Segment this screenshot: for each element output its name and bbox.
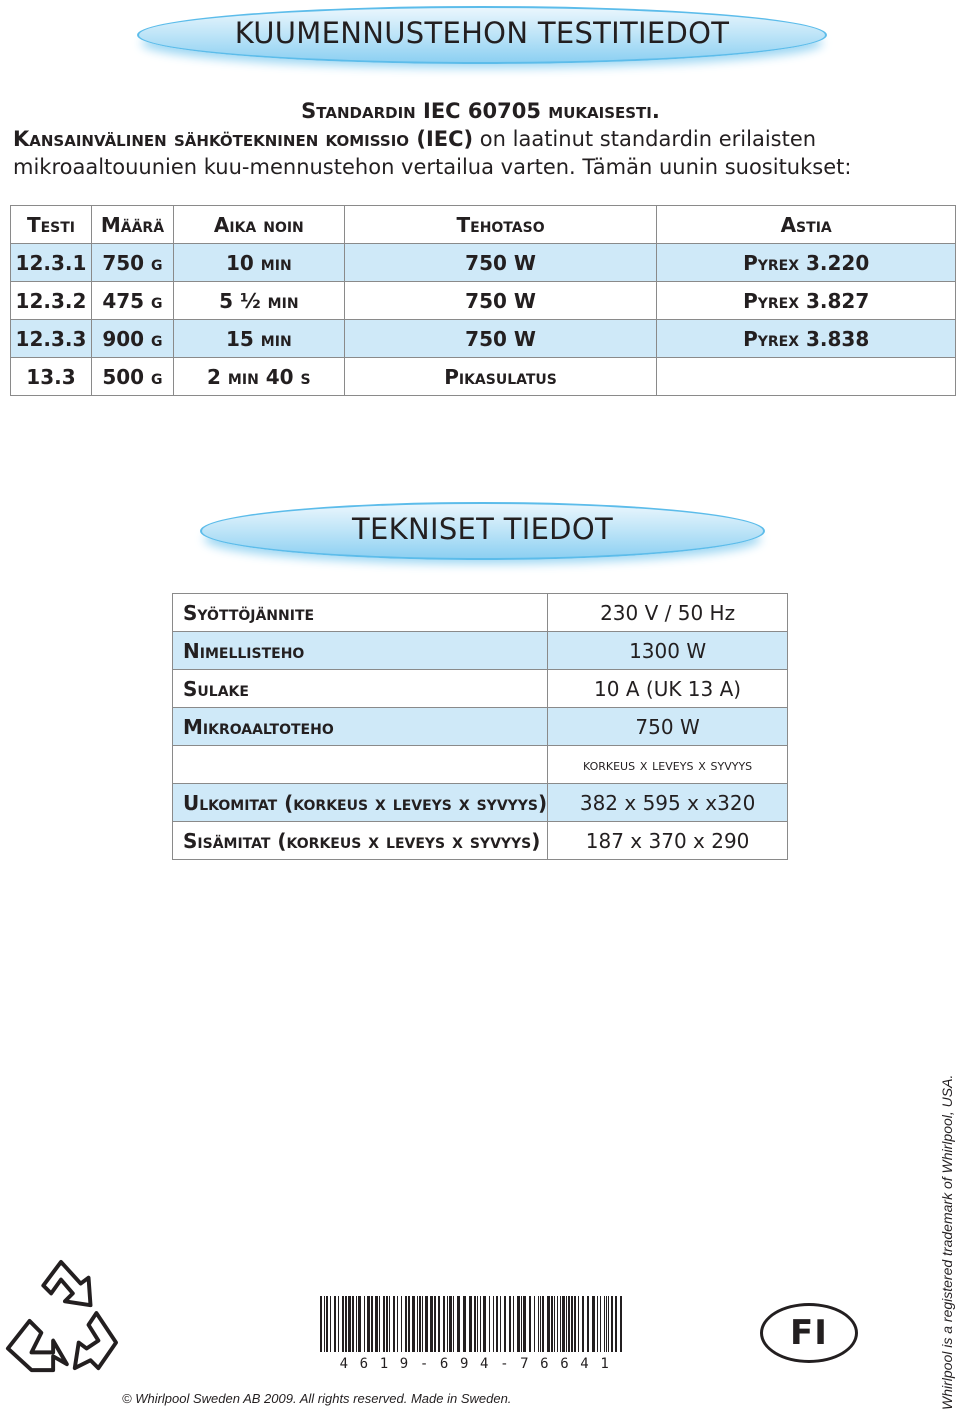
language-code: FI: [790, 1313, 828, 1353]
barcode-bar: [449, 1296, 452, 1352]
row-value: 230 V / 50 Hz: [548, 594, 788, 632]
barcode-bar: [540, 1296, 541, 1352]
barcode-bar: [379, 1296, 380, 1352]
barcode-bar: [620, 1296, 622, 1352]
intro-description: on laatinut standardin erilaisten mikroaaltouunien kuu-mennustehon vertailua varten. Tämän uunin suositukset:: [13, 127, 852, 179]
table-cell: 13.3: [11, 358, 92, 396]
table-cell: 750 W: [344, 244, 657, 282]
barcode-bar: [342, 1296, 344, 1352]
table-row: [173, 594, 788, 632]
barcode-bar: [566, 1296, 567, 1352]
barcode-bar: [320, 1296, 322, 1352]
barcode-bar: [422, 1296, 423, 1352]
barcode-number: 4 6 1 9 - 6 9 4 - 7 6 6 4 1: [339, 1356, 611, 1372]
barcode-bar: [434, 1296, 436, 1352]
barcode-bar: [538, 1296, 539, 1352]
table-row: [173, 670, 788, 708]
barcode-bar: [397, 1296, 398, 1352]
barcode-bar: [578, 1296, 579, 1352]
barcode-bar: [568, 1296, 570, 1352]
barcode-bar: [457, 1296, 460, 1352]
table-cell: 12.3.1: [11, 244, 92, 282]
trademark-notice: Whirlpool is a registered trademark of Whirlpool, USA.: [939, 1074, 955, 1410]
barcode-bar: [615, 1296, 617, 1352]
barcode-bar: [600, 1296, 601, 1352]
barcode-bar: [469, 1296, 472, 1352]
row-label: Ulkomitat (korkeus x leveys x syvyys): [173, 784, 548, 822]
barcode-bar: [447, 1296, 448, 1352]
barcode-bar: [408, 1296, 410, 1352]
table-cell: 750 g: [91, 244, 173, 282]
row-value: korkeus x leveys x syvyys: [548, 746, 788, 784]
barcode-bar: [521, 1296, 522, 1352]
table-row: [11, 282, 956, 320]
barcode-bar: [542, 1296, 544, 1352]
row-value: 1300 W: [548, 632, 788, 670]
barcode-bar: [474, 1296, 476, 1352]
barcode-bar: [367, 1296, 370, 1352]
barcode-bar: [562, 1296, 565, 1352]
barcode-bar: [401, 1296, 402, 1352]
header-cell: Määrä: [91, 206, 173, 244]
table-row: [11, 320, 956, 358]
barcode-bar: [383, 1296, 385, 1352]
barcode-bar: [587, 1296, 589, 1352]
barcode-bar: [334, 1296, 336, 1352]
table-cell: 475 g: [91, 282, 173, 320]
header-cell: Astia: [657, 206, 956, 244]
table-cell: 5 ½ min: [173, 282, 344, 320]
table-row: [173, 708, 788, 746]
intro-standard-line: Standardin IEC 60705 mukaisesti.: [301, 99, 660, 123]
intro-paragraph: [13, 125, 948, 181]
barcode-bar: [419, 1296, 421, 1352]
barcode-bar: [453, 1296, 454, 1352]
table-cell: [657, 358, 956, 396]
barcode-bar: [477, 1296, 478, 1352]
header-cell: Testi: [11, 206, 92, 244]
intro-text: [13, 97, 948, 181]
barcode-bar: [496, 1296, 498, 1352]
section-title: TEKNISET TIEDOT: [352, 512, 613, 546]
barcode-bar: [551, 1296, 553, 1352]
table-cell: 12.3.3: [11, 320, 92, 358]
row-label: Sulake: [173, 670, 548, 708]
barcode-bar: [463, 1296, 466, 1352]
barcode-bar: [606, 1296, 607, 1352]
barcode-bar: [608, 1296, 609, 1352]
row-label: Nimellisteho: [173, 632, 548, 670]
barcode-bar: [483, 1296, 486, 1352]
table-cell: 2 min 40 s: [173, 358, 344, 396]
barcode-bar: [389, 1296, 390, 1352]
barcode-bar: [412, 1296, 415, 1352]
row-label: [173, 746, 548, 784]
barcode-bar: [356, 1296, 357, 1352]
barcode-bar: [425, 1296, 428, 1352]
language-badge: [760, 1303, 858, 1363]
table-cell: Pikasulatus: [344, 358, 657, 396]
row-label: Syöttöjännite: [173, 594, 548, 632]
barcode-bar: [345, 1296, 347, 1352]
barcode-bar: [500, 1296, 501, 1352]
header-cell: Aika noin: [173, 206, 344, 244]
table-row: [173, 632, 788, 670]
table-cell: 10 min: [173, 244, 344, 282]
barcode-bar: [438, 1296, 440, 1352]
table-cell: Pyrex 3.827: [657, 282, 956, 320]
intro-organization: Kansainvälinen sähkötekninen komissio (IEC): [13, 127, 474, 151]
barcode-bar: [443, 1296, 445, 1352]
table-cell: 12.3.2: [11, 282, 92, 320]
row-label: Mikroaaltoteho: [173, 708, 548, 746]
barcode-bar: [517, 1296, 520, 1352]
barcode-bar: [352, 1296, 354, 1352]
barcode-bar: [375, 1296, 378, 1352]
barcode-bar: [330, 1296, 331, 1352]
barcode-bar: [358, 1296, 361, 1352]
table-cell: 15 min: [173, 320, 344, 358]
recycle-icon: [2, 1258, 120, 1376]
barcode-bar: [597, 1296, 598, 1352]
table-row: [11, 358, 956, 396]
section-banner-test-data: [137, 6, 827, 64]
table-cell: Pyrex 3.838: [657, 320, 956, 358]
barcode-bar: [513, 1296, 514, 1352]
barcode-bar: [364, 1296, 365, 1352]
barcode-bar: [504, 1296, 506, 1352]
section-banner-technical: [200, 502, 765, 560]
header-cell: Tehotaso: [344, 206, 657, 244]
row-value: 187 x 370 x 290: [548, 822, 788, 860]
barcode-bar: [554, 1296, 555, 1352]
table-row: [173, 784, 788, 822]
barcode-bar: [348, 1296, 351, 1352]
barcode-bar: [547, 1296, 550, 1352]
table-cell: 750 W: [344, 320, 657, 358]
table-row: [173, 746, 788, 784]
row-value: 750 W: [548, 708, 788, 746]
barcode-bar: [480, 1296, 481, 1352]
table-cell: Pyrex 3.220: [657, 244, 956, 282]
copyright-notice: © Whirlpool Sweden AB 2009. All rights reserved. Made in Sweden.: [122, 1391, 512, 1406]
barcode-bar: [560, 1296, 561, 1352]
row-value: 382 x 595 x x320: [548, 784, 788, 822]
barcode-bar: [324, 1296, 325, 1352]
row-label: Sisämitat (korkeus x leveys x syvyys): [173, 822, 548, 860]
section-title: KUUMENNUSTEHON TESTITIEDOT: [234, 16, 730, 50]
barcode-bar: [604, 1296, 605, 1352]
table-row: [173, 822, 788, 860]
barcode-bar: [386, 1296, 388, 1352]
table-header-row: [11, 206, 956, 244]
barcode-bar: [557, 1296, 558, 1352]
barcode-bar: [509, 1296, 511, 1352]
barcode-bar: [574, 1296, 576, 1352]
row-value: 10 A (UK 13 A): [548, 670, 788, 708]
barcode-bar: [571, 1296, 573, 1352]
heating-test-table: [10, 205, 956, 396]
barcode-bar: [592, 1296, 595, 1352]
barcode-bar: [489, 1296, 490, 1352]
barcode-bar: [338, 1296, 339, 1352]
barcode-bar: [393, 1296, 395, 1352]
barcode-bar: [611, 1296, 613, 1352]
barcode-bar: [371, 1296, 373, 1352]
barcode-bar: [582, 1296, 584, 1352]
barcode-bar: [529, 1296, 531, 1352]
barcode-bar: [534, 1296, 535, 1352]
table-cell: 750 W: [344, 282, 657, 320]
barcode-bar: [523, 1296, 526, 1352]
technical-data-table: [172, 593, 788, 860]
table-cell: 900 g: [91, 320, 173, 358]
barcode-bar: [326, 1296, 328, 1352]
barcode: [320, 1296, 626, 1352]
barcode-bar: [430, 1296, 433, 1352]
table-row: [11, 244, 956, 282]
barcode-bar: [417, 1296, 418, 1352]
table-cell: 500 g: [91, 358, 173, 396]
barcode-bar: [493, 1296, 494, 1352]
barcode-bar: [405, 1296, 407, 1352]
